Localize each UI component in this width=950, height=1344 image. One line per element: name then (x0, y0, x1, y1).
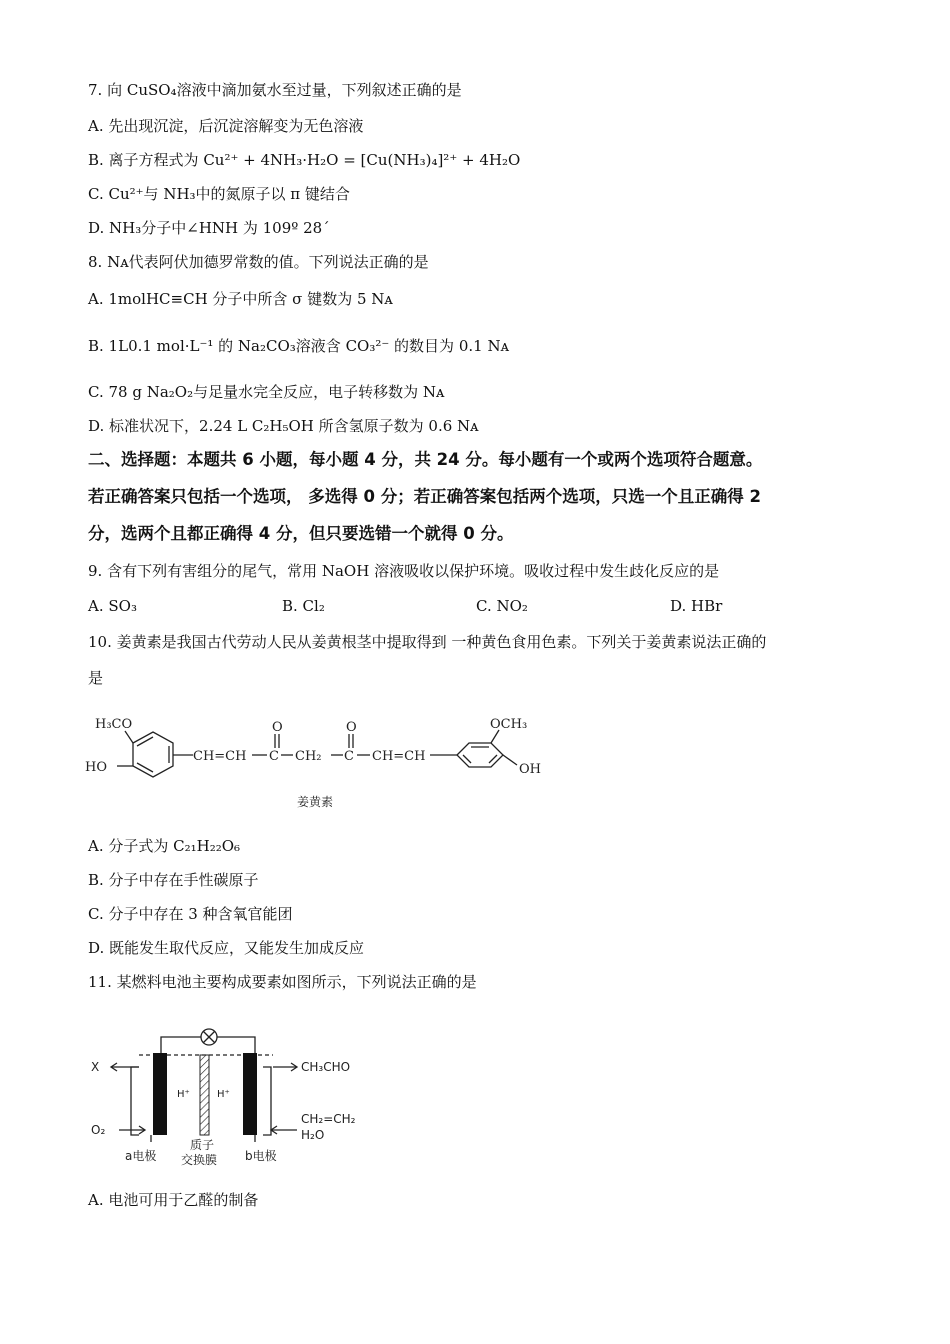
section2-line1: 二、选择题：本题共 6 小题，每小题 4 分，共 24 分。每小题有一个或两个选项符合题意。 (88, 450, 763, 469)
section2-line2: 若正确答案只包括一个选项， 多选得 0 分；若正确答案包括两个选项，只选一个且正确得 2 (88, 487, 761, 506)
fig-o2-label: O (346, 720, 357, 735)
q10-option-c: C. 分子中存在 3 种含氧官能团 (88, 905, 293, 923)
q9-option-b: B. Cl₂ (282, 597, 325, 615)
q10-option-a: A. 分子式为 C₂₁H₂₂O₆ (88, 837, 241, 855)
q11-option-a: A. 电池可用于乙醛的制备 (88, 1191, 259, 1209)
q10-option-b: B. 分子中存在手性碳原子 (88, 871, 259, 889)
q7-option-c: C. Cu²⁺与 NH₃中的氮原子以 π 键结合 (88, 185, 350, 203)
fig-h3co-label: H₃CO (95, 717, 133, 732)
q8-option-b: B. 1L0.1 mol·L⁻¹ 的 Na₂CO₃溶液含 CO₃²⁻ 的数目为 0.1 Nᴀ (88, 337, 510, 355)
fig-curcumin-caption: 姜黄素 (297, 795, 334, 809)
fig-h2o-label: H₂O (301, 1128, 325, 1142)
fig-c1-label: C (269, 749, 279, 764)
q10-stem-line2: 是 (88, 669, 104, 687)
q10-option-d: D. 既能发生取代反应，又能发生加成反应 (88, 939, 365, 957)
q9-option-a: A. SO₃ (88, 597, 137, 615)
curcumin-structure-figure (85, 708, 555, 818)
fig-membrane-label-2: 交换膜 (181, 1153, 218, 1167)
q8-option-d: D. 标准状况下，2.24 L C₂H₅OH 所含氢原子数为 0.6 Nᴀ (88, 417, 479, 435)
section2-line3: 分，选两个且都正确得 4 分，但只要选错一个就得 0 分。 (88, 524, 514, 543)
fig-a-electrode-label: a电极 (125, 1149, 157, 1163)
fig-b-electrode-label: b电极 (245, 1149, 277, 1163)
fig-membrane-label-1: 质子 (190, 1138, 215, 1152)
q7-option-a: A. 先出现沉淀，后沉淀溶解变为无色溶液 (88, 117, 364, 135)
fig-ethene-label: CH₂=CH₂ (301, 1112, 356, 1126)
fig-ho-label: HO (85, 760, 107, 775)
fig-chain-right-label: CH=CH (372, 749, 426, 764)
q8-option-c: C. 78 g Na₂O₂与足量水完全反应，电子转移数为 Nᴀ (88, 383, 445, 401)
fig-h-right-label: H⁺ (217, 1089, 230, 1100)
fig-oh-label: OH (519, 762, 541, 777)
fig-x-label: X (91, 1060, 100, 1074)
q9-option-d: D. HBr (670, 597, 723, 615)
fig-o1-label: O (272, 720, 283, 735)
q7-stem: 7. 向 CuSO₄溶液中滴加氨水至过量，下列叙述正确的是 (88, 81, 462, 99)
q10-stem-line1: 10. 姜黄素是我国古代劳动人民从姜黄根茎中提取得到 一种黄色食用色素。下列关于姜黄素说法正确的 (88, 633, 767, 651)
fig-o2-label: O₂ (91, 1123, 106, 1137)
fig-h-left-label: H⁺ (177, 1089, 190, 1100)
fig-c2-label: C (344, 749, 354, 764)
fig-och3-label: OCH₃ (490, 717, 528, 732)
q11-stem: 11. 某燃料电池主要构成要素如图所示，下列说法正确的是 (88, 973, 477, 991)
q9-stem: 9. 含有下列有害组分的尾气，常用 NaOH 溶液吸收以保护环境。吸收过程中发生歧化反应的是 (88, 562, 720, 580)
q7-option-d: D. NH₃分子中∠HNH 为 109º 28ˊ (88, 219, 330, 237)
fig-ch3cho-label: CH₃CHO (301, 1060, 351, 1074)
q8-option-a: A. 1molHC≡CH 分子中所含 σ 键数为 5 Nᴀ (88, 290, 393, 308)
fuel-cell-diagram (85, 1020, 385, 1170)
q9-option-c: C. NO₂ (476, 597, 528, 615)
fig-ch2-label: CH₂ (295, 749, 322, 764)
q8-stem: 8. Nᴀ代表阿伏加德罗常数的值。下列说法正确的是 (88, 253, 429, 271)
q7-option-b: B. 离子方程式为 Cu²⁺ + 4NH₃·H₂O = [Cu(NH₃)₄]²⁺ + 4H₂O (88, 151, 521, 169)
fig-chain-left-label: CH=CH (193, 749, 247, 764)
